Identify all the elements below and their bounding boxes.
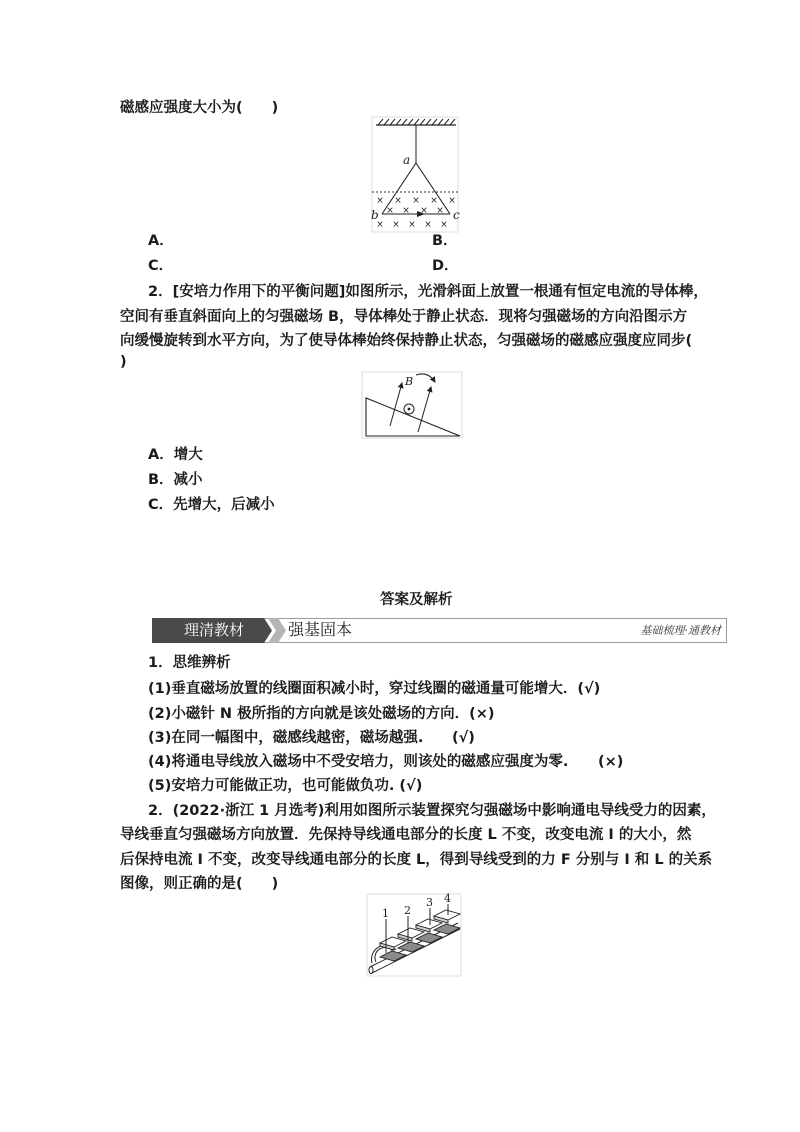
field-cross-icon: ×	[420, 206, 428, 216]
field-cross-icon: ×	[376, 196, 384, 206]
field-crosses	[376, 196, 456, 230]
terminal-label: 3	[426, 896, 433, 909]
section-banner	[152, 618, 727, 643]
figure-hanging-triangle	[370, 116, 462, 234]
q2-option-b: B．减小	[148, 472, 203, 488]
field-cross-icon: ×	[386, 206, 394, 216]
field-cross-icon: ×	[430, 196, 438, 206]
judgement-item: (3)在同一幅图中，磁感线越密，磁场越强.	[148, 730, 424, 746]
label-a: a	[403, 153, 411, 167]
q2-option-a: A．增大	[148, 447, 203, 463]
answer-q2-line: 导线垂直匀强磁场方向放置．先保持导线通电部分的长度 L 不变，改变电流 I 的大小，然	[120, 827, 692, 843]
answer-q2-line: 2．(2022·浙江 1 月选考)利用如图所示装置探究匀强磁场中影响通电导线受力的因素，	[148, 803, 716, 819]
q2-line: 向缓慢旋转到水平方向，为了使导体棒始终保持静止状态，匀强磁场的磁感应强度应同步(	[120, 333, 693, 349]
answers-heading: 答案及解析	[380, 592, 453, 608]
banner-left-label: 理清教材	[184, 621, 245, 639]
banner-right-label: 基础梳理·通教材	[640, 624, 721, 637]
ceiling-hatch	[376, 119, 456, 125]
field-cross-icon: ×	[436, 206, 444, 216]
field-arrow-icon	[418, 387, 431, 432]
judgement-item: (1)垂直磁场放置的线圈面积减小时，穿过线圈的磁通量可能增大．(√)	[148, 681, 601, 697]
q1-option-c: C．	[148, 258, 174, 274]
q2-line: 空间有垂直斜面向上的匀强磁场 B，导体棒处于静止状态．现将匀强磁场的方向沿图示方	[120, 309, 688, 325]
field-cross-icon: ×	[440, 220, 448, 230]
q1-option-b: B．	[432, 233, 458, 249]
judgement-item: (4)将通电导线放入磁场中不受安培力，则该处的磁感应强度为零.	[148, 754, 569, 770]
field-cross-icon: ×	[424, 220, 432, 230]
q1-option-a: A．	[148, 233, 174, 249]
current-out-of-page-icon	[404, 404, 414, 414]
rotation-arrow-icon	[416, 374, 435, 382]
judgement-mark: (√)	[452, 730, 475, 746]
terminal-label: 4	[444, 893, 451, 905]
terminal-label: 1	[382, 907, 389, 920]
q2-option-c: C．先增大，后减小	[148, 497, 275, 513]
judgement-item: (5)安培力可能做正功，也可能做负功. (√)	[148, 778, 423, 794]
field-cross-icon: ×	[448, 196, 456, 206]
field-cross-icon: ×	[412, 196, 420, 206]
figure-incline	[360, 370, 464, 440]
label-c: c	[453, 208, 460, 222]
field-cross-icon: ×	[392, 220, 400, 230]
field-cross-icon: ×	[376, 220, 384, 230]
figure-frame	[372, 117, 458, 232]
field-cross-icon: ×	[408, 220, 416, 230]
judgement-item: (2)小磁针 N 极所指的方向就是该处磁场的方向．(×)	[148, 706, 495, 722]
field-arrow-icon	[390, 383, 402, 426]
label-b: b	[371, 208, 379, 222]
q2-line: )	[120, 354, 127, 370]
judgement-mark: (×)	[598, 754, 624, 770]
section1-title: 1．思维辨析	[148, 655, 231, 671]
figure-magnet-apparatus	[366, 893, 462, 977]
banner-title: 强基固本	[288, 620, 353, 639]
label-B: B	[405, 375, 414, 388]
field-cross-icon: ×	[394, 196, 402, 206]
incline-icon	[366, 398, 460, 436]
answer-q2-line: 图像，则正确的是( )	[120, 876, 279, 892]
answer-q2-line: 后保持电流 I 不变，改变导线通电部分的长度 L，得到导线受到的力 F 分别与 I 和 L 的关系	[120, 852, 713, 868]
question1-stem: 磁感应强度大小为( )	[120, 100, 279, 116]
q1-option-d: D．	[432, 258, 459, 274]
q2-line: 2．[安培力作用下的平衡问题]如图所示，光滑斜面上放置一根通有恒定电流的导体棒，	[148, 284, 708, 300]
terminal-label: 2	[404, 904, 411, 917]
field-cross-icon: ×	[402, 206, 410, 216]
